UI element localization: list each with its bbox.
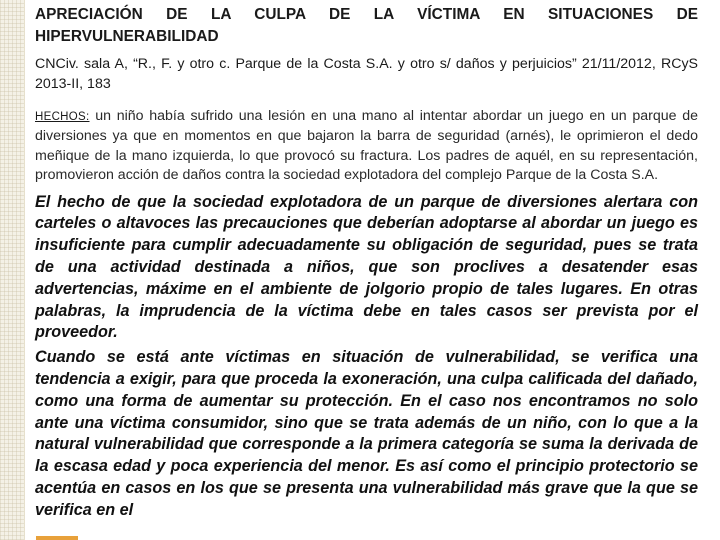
facts-paragraph xyxy=(35,107,698,186)
facts-text: un niño había sufrido una lesión en una mano al intentar abordar un juego en un parque de diversiones ya que en momentos en que bajaron la barra de seguridad (arnés), le oprimieron el dedo meñique de la mano izquierda, lo que provocó su fractura. Los padres de aquél, en su representación, promovieron acción de daños contra la sociedad explotadora del complejo Parque de la Costa S.A. xyxy=(35,108,698,184)
document-title: APRECIACIÓN DE LA CULPA DE LA VÍCTIMA EN SITUACIONES DE HIPERVULNERABILIDAD xyxy=(35,6,698,45)
decorative-left-strip xyxy=(0,0,25,540)
facts-label: HECHOS: xyxy=(35,111,90,123)
slide-content xyxy=(35,0,698,522)
accent-bar xyxy=(36,536,78,540)
case-citation: CNCiv. sala A, “R., F. y otro c. Parque de la Costa S.A. y otro s/ daños y perjuicios” 21/11/2012, RCyS 2013-II, 183 xyxy=(35,56,698,92)
ruling-paragraph-1: El hecho de que la sociedad explotadora de un parque de diversiones alertara con carteles o altavoces las precauciones que deberían adoptarse al abordar un juego es insuficiente para cumplir adecuadamente su obligación de seguridad, pues se trata de una actividad destinada a niños, que son proclives a desatender esas advertencias, máxime en el ambiente de jolgorio propio de tales lugares. En otras palabras, la imprudencia de la víctima debe en tales casos ser prevista por el proveedor. xyxy=(35,192,698,342)
ruling-paragraph-2: Cuando se está ante víctimas en situación de vulnerabilidad, se verifica una tendencia a exigir, para que proceda la exoneración, una culpa calificada del dañado, como una forma de aumentar su protección. En el caso nos encontramos no solo ante una víctima consumidor, sino que se trata además de un niño, con lo que a la natural vulnerabilidad que corresponde a la primera categoría se suma la derivada de la escasa edad y poca experiencia del menor. Es así como el principio protectorio se acentúa en casos en los que se presenta una vulnerabilidad más grave que la que se verifica en el xyxy=(35,348,698,519)
